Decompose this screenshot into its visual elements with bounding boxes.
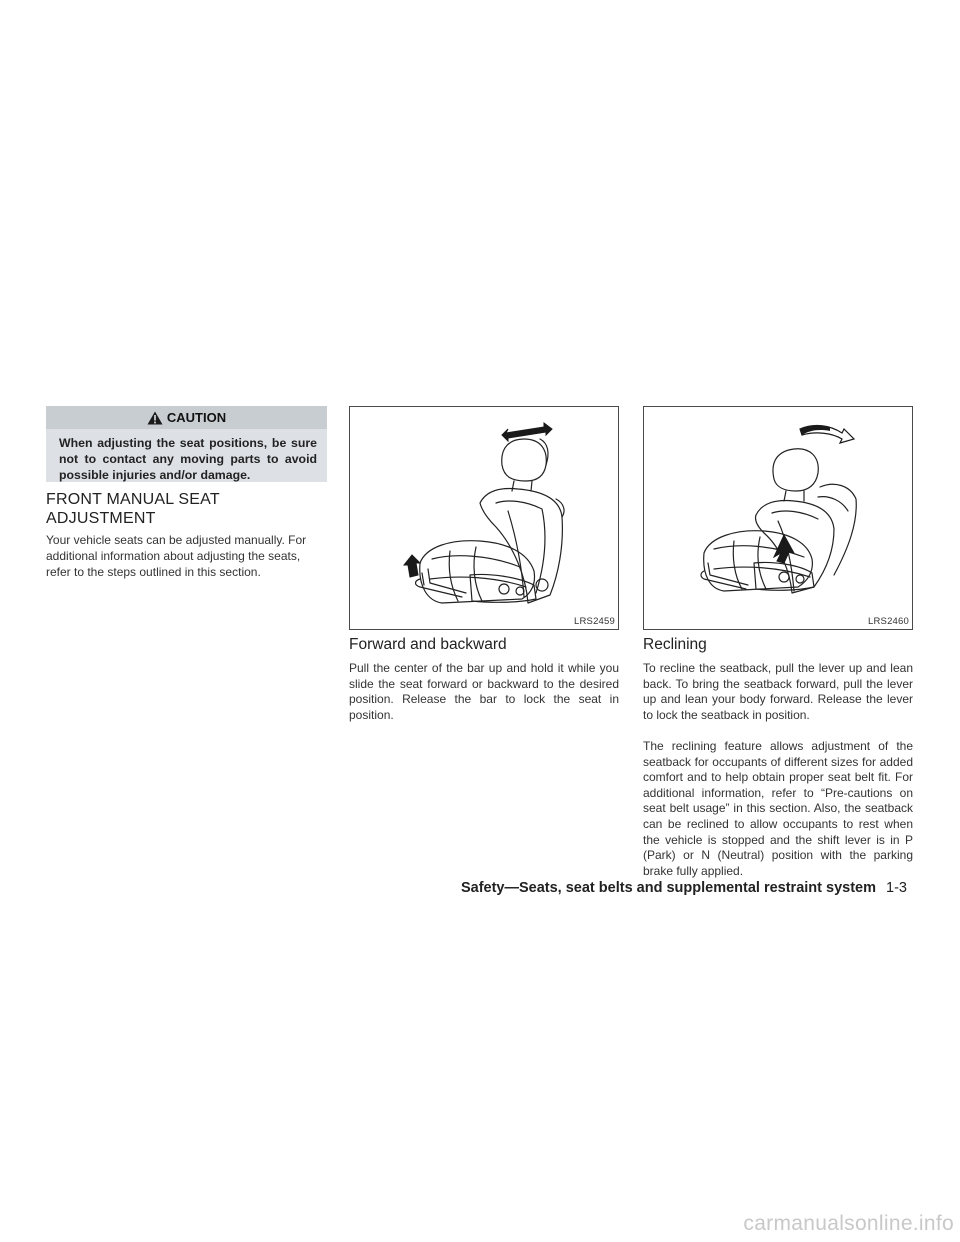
figure-seat-slide	[349, 406, 619, 630]
subheading-forward-backward: Forward and backward	[349, 636, 507, 653]
page-number: 1-3	[886, 880, 907, 896]
reclining-body-1: To recline the seatback, pull the lever up and lean back. To bring the seatback forward, pull the lever up and lean your body forward. Release the lever to lock the seatback in position.	[643, 661, 913, 722]
watermark: carmanualsonline.info	[743, 1212, 954, 1235]
seat-recline-illustration-icon	[644, 407, 912, 629]
reclining-body-2: The reclining feature allows adjustment of the seatback for occupants of different sizes for added comfort and to help obtain proper seat belt fit. For additional information, refer to “Pre-cautions on seat belt usage” in this section. Also, the seatback can be reclined to allow occupants to rest when the vehicle is stopped and the shift lever is in P (Park) or N (Neutral) position with the parking brake fully applied.	[643, 739, 913, 878]
footer-section-title: Safety—Seats, seat belts and supplemental restraint system	[460, 880, 876, 896]
warning-triangle-icon	[147, 411, 163, 425]
heading-line-1: FRONT MANUAL SEAT	[46, 491, 220, 508]
subheading-reclining: Reclining	[643, 636, 707, 653]
forward-backward-body: Pull the center of the bar up and hold it while you slide the seat forward or backward to the desired position. Release the bar to lock the seat in position.	[349, 661, 619, 722]
section-heading-front-manual-seat	[46, 490, 326, 528]
caution-header	[46, 406, 327, 429]
figure-code: LRS2460	[867, 616, 909, 627]
figure-code: LRS2459	[573, 616, 615, 627]
front-manual-body: Your vehicle seats can be adjusted manually. For additional information about adjusting the seats, refer to the steps outlined in this section.	[46, 533, 307, 579]
seat-slide-illustration-icon	[350, 407, 618, 629]
caution-title: CAUTION	[166, 410, 227, 425]
figure-seat-recline	[643, 406, 913, 630]
caution-box	[46, 406, 327, 482]
caution-text: When adjusting the seat positions, be sure not to contact any moving parts to avoid possible injuries and/or damage.	[59, 436, 317, 482]
heading-line-2: ADJUSTMENT	[46, 510, 156, 527]
